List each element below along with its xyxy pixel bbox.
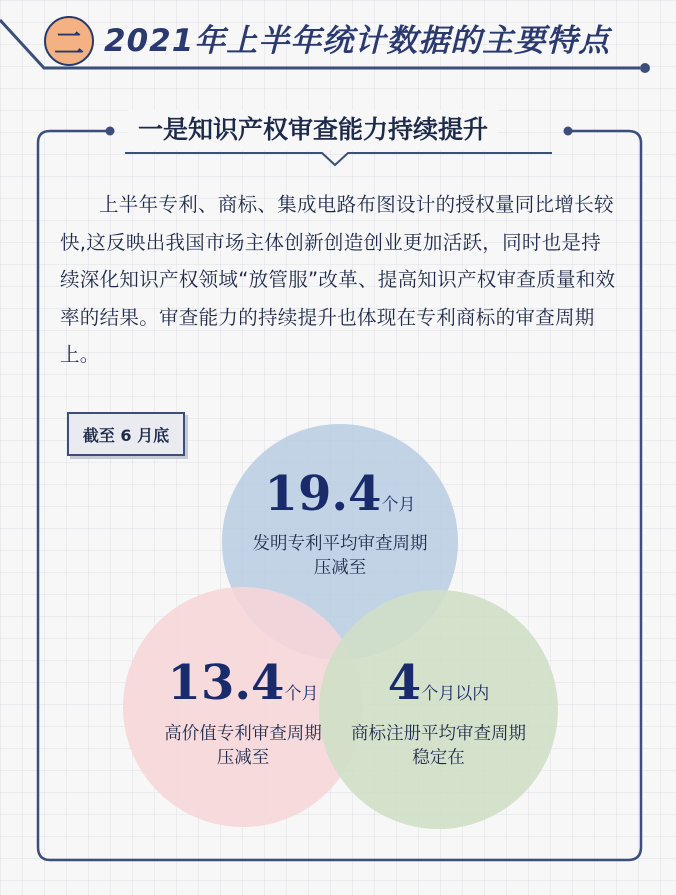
high-value-stat-desc-line2: 压减至 bbox=[216, 748, 270, 768]
date-tag: 截至 6 月底 bbox=[67, 412, 185, 456]
trademark-stat-desc-line1: 商标注册平均审查周期 bbox=[351, 724, 526, 744]
page-title: 2021年上半年统计数据的主要特点 bbox=[104, 23, 611, 59]
invention-stat-unit: 个月 bbox=[381, 495, 416, 515]
trademark-stat-unit: 个月以内 bbox=[421, 684, 490, 704]
trademark-stat-value: 4 bbox=[387, 655, 422, 711]
high-value-stat-desc-line1: 高价值专利审查周期 bbox=[164, 724, 322, 744]
invention-stat-value: 19.4 bbox=[264, 466, 382, 522]
high-value-stat-unit: 个月 bbox=[284, 684, 319, 704]
invention-stat-desc-line2: 压减至 bbox=[313, 558, 367, 578]
trademark-stat-value-row bbox=[319, 655, 558, 722]
invention-stat-value-row bbox=[222, 466, 458, 533]
trademark-stat-desc-line2: 稳定在 bbox=[412, 748, 465, 768]
trademark-stat-description bbox=[319, 722, 558, 770]
section-number-badge: 二 bbox=[44, 16, 94, 66]
invention-stat-desc-line1: 发明专利平均审查周期 bbox=[252, 534, 428, 554]
invention-stat-description bbox=[222, 532, 458, 580]
section-title: 一是知识产权审查能力持续提升 bbox=[128, 110, 498, 150]
high-value-stat-value: 13.4 bbox=[167, 655, 285, 711]
summary-paragraph: 上半年专利、商标、集成电路布图设计的授权量同比增长较快,这反映出我国市场主体创新创造创业更加活跃，同时也是持续深化知识产权领域“放管服”改革、提高知识产权审查质量和效率的结果。审查能力的持续提升也体现在专利商标的审查周期上。 bbox=[60, 193, 616, 366]
